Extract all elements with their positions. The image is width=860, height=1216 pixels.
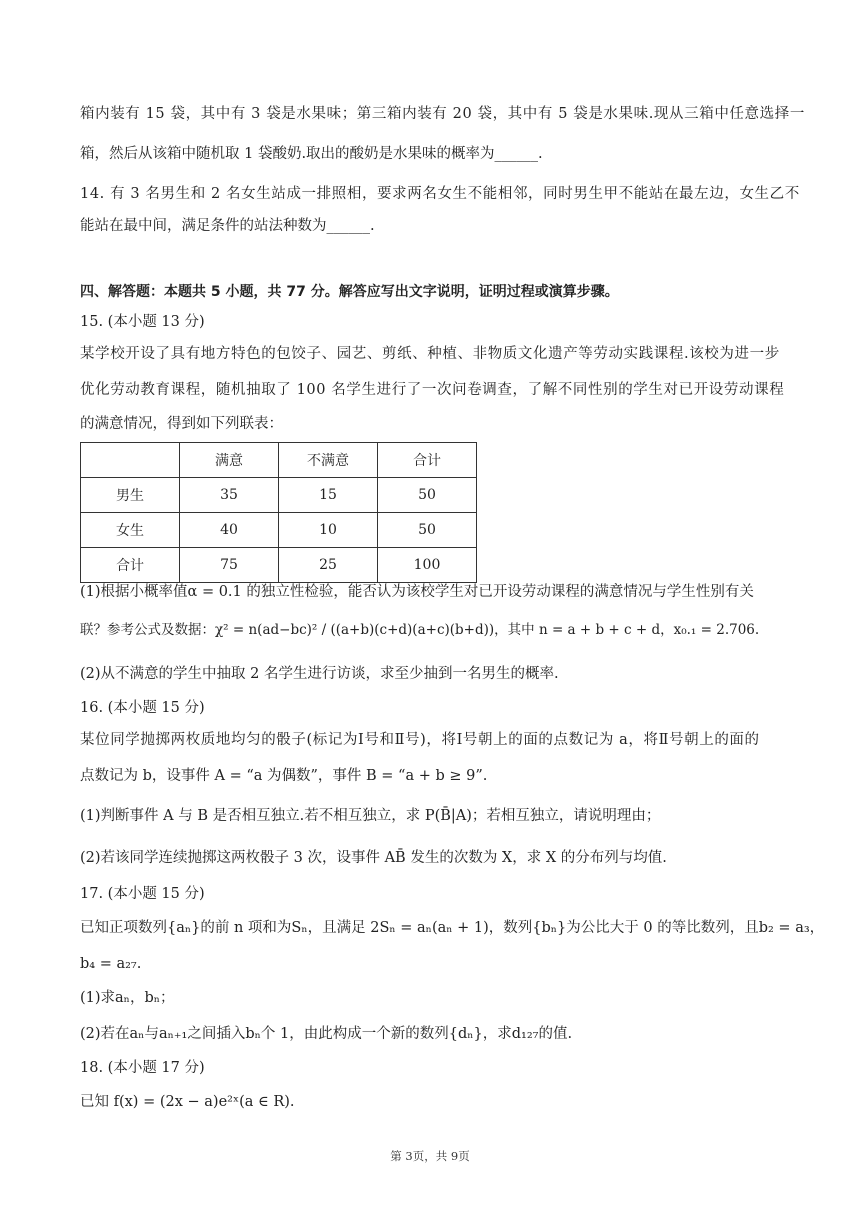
text-line: 的满意情况，得到如下列联表： — [80, 416, 283, 432]
text-line: 已知 f(x) = (2x − a)e²ˣ(a ∈ R). — [80, 1094, 295, 1110]
text-line: 点数记为 b，设事件 A = “a 为偶数”，事件 B = “a + b ≥ 9”. — [80, 768, 488, 784]
question-14: 14. 有 3 名男生和 2 名女生站成一排照相，要求两名女生不能相邻，同时男生甲不能站在最左边，女生乙不 — [80, 186, 800, 202]
table-cell: 女生 — [81, 513, 180, 548]
table-cell: 50 — [378, 513, 477, 548]
text-line: (1)根据小概率值α = 0.1 的独立性检验，能否认为该校学生对已开设劳动课程的满意情况与学生性别有关 — [80, 584, 754, 600]
question-17-title: 17. (本小题 15 分) — [80, 886, 205, 902]
table-cell: 男生 — [81, 478, 180, 513]
table-cell: 合计 — [378, 443, 477, 478]
table-cell: 75 — [180, 548, 279, 583]
table-cell: 15 — [279, 478, 378, 513]
table-cell: 10 — [279, 513, 378, 548]
table-header-row — [81, 443, 477, 478]
table-cell: 合计 — [81, 548, 180, 583]
table-cell: 50 — [378, 478, 477, 513]
text-line: 箱，然后从该箱中随机取 1 袋酸奶.取出的酸奶是水果味的概率为______. — [80, 146, 543, 162]
text-line: 箱内装有 15 袋，其中有 3 袋是水果味；第三箱内装有 20 袋，其中有 5 袋是水果味.现从三箱中任意选择一 — [80, 106, 805, 122]
text-line: (2)若该同学连续抛掷这两枚骰子 3 次，设事件 AB̄ 发生的次数为 X，求 X 的分布列与均值. — [80, 850, 667, 866]
text-line: (1)求aₙ，bₙ； — [80, 990, 175, 1006]
text-line: (2)从不满意的学生中抽取 2 名学生进行访谈，求至少抽到一名男生的概率. — [80, 666, 559, 682]
table-row — [81, 513, 477, 548]
table-cell: 40 — [180, 513, 279, 548]
question-16-title: 16. (本小题 15 分) — [80, 700, 205, 716]
section-heading: 四、解答题：本题共 5 小题，共 77 分。解答应写出文字说明，证明过程或演算步骤。 — [80, 284, 619, 300]
table-cell: 100 — [378, 548, 477, 583]
text-line: (1)判断事件 A 与 B 是否相互独立.若不相互独立，求 P(B̄|A)；若相互独立，请说明理由； — [80, 808, 661, 824]
text-line: 已知正项数列{aₙ}的前 n 项和为Sₙ，且满足 2Sₙ = aₙ(aₙ + 1)，数列{bₙ}为公比大于 0 的等比数列，且b₂ = a₃， — [80, 920, 825, 936]
table-cell: 不满意 — [279, 443, 378, 478]
table-cell — [81, 443, 180, 478]
text-line: 某学校开设了具有地方特色的包饺子、园艺、剪纸、种植、非物质文化遗产等劳动实践课程.该校为进一步 — [80, 346, 780, 362]
table-cell: 35 — [180, 478, 279, 513]
table-cell: 25 — [279, 548, 378, 583]
question-15-title: 15. (本小题 13 分) — [80, 314, 205, 330]
contingency-table — [80, 442, 477, 583]
question-18-title: 18. (本小题 17 分) — [80, 1060, 205, 1076]
text-line: 某位同学抛掷两枚质地均匀的骰子(标记为Ⅰ号和Ⅱ号)，将Ⅰ号朝上的面的点数记为 a，将Ⅱ号朝上的面的 — [80, 732, 760, 748]
text-line: 优化劳动教育课程，随机抽取了 100 名学生进行了一次问卷调查，了解不同性别的学生对已开设劳动课程 — [80, 382, 785, 398]
formula-line: 联？参考公式及数据：χ² = n(ad−bc)² / ((a+b)(c+d)(a+c)(b+d))，其中 n = a + b + c + d，x₀.₁ = 2.706. — [80, 622, 760, 638]
table-cell: 满意 — [180, 443, 279, 478]
page-footer: 第 3页，共 9页 — [390, 1149, 470, 1163]
text-line: b₄ = a₂₇. — [80, 956, 142, 972]
table-row — [81, 478, 477, 513]
text-line: (2)若在aₙ与aₙ₊₁之间插入bₙ个 1，由此构成一个新的数列{dₙ}，求d₁₂₇的值. — [80, 1026, 573, 1042]
text-line: 能站在最中间，满足条件的站法种数为______. — [80, 218, 375, 234]
